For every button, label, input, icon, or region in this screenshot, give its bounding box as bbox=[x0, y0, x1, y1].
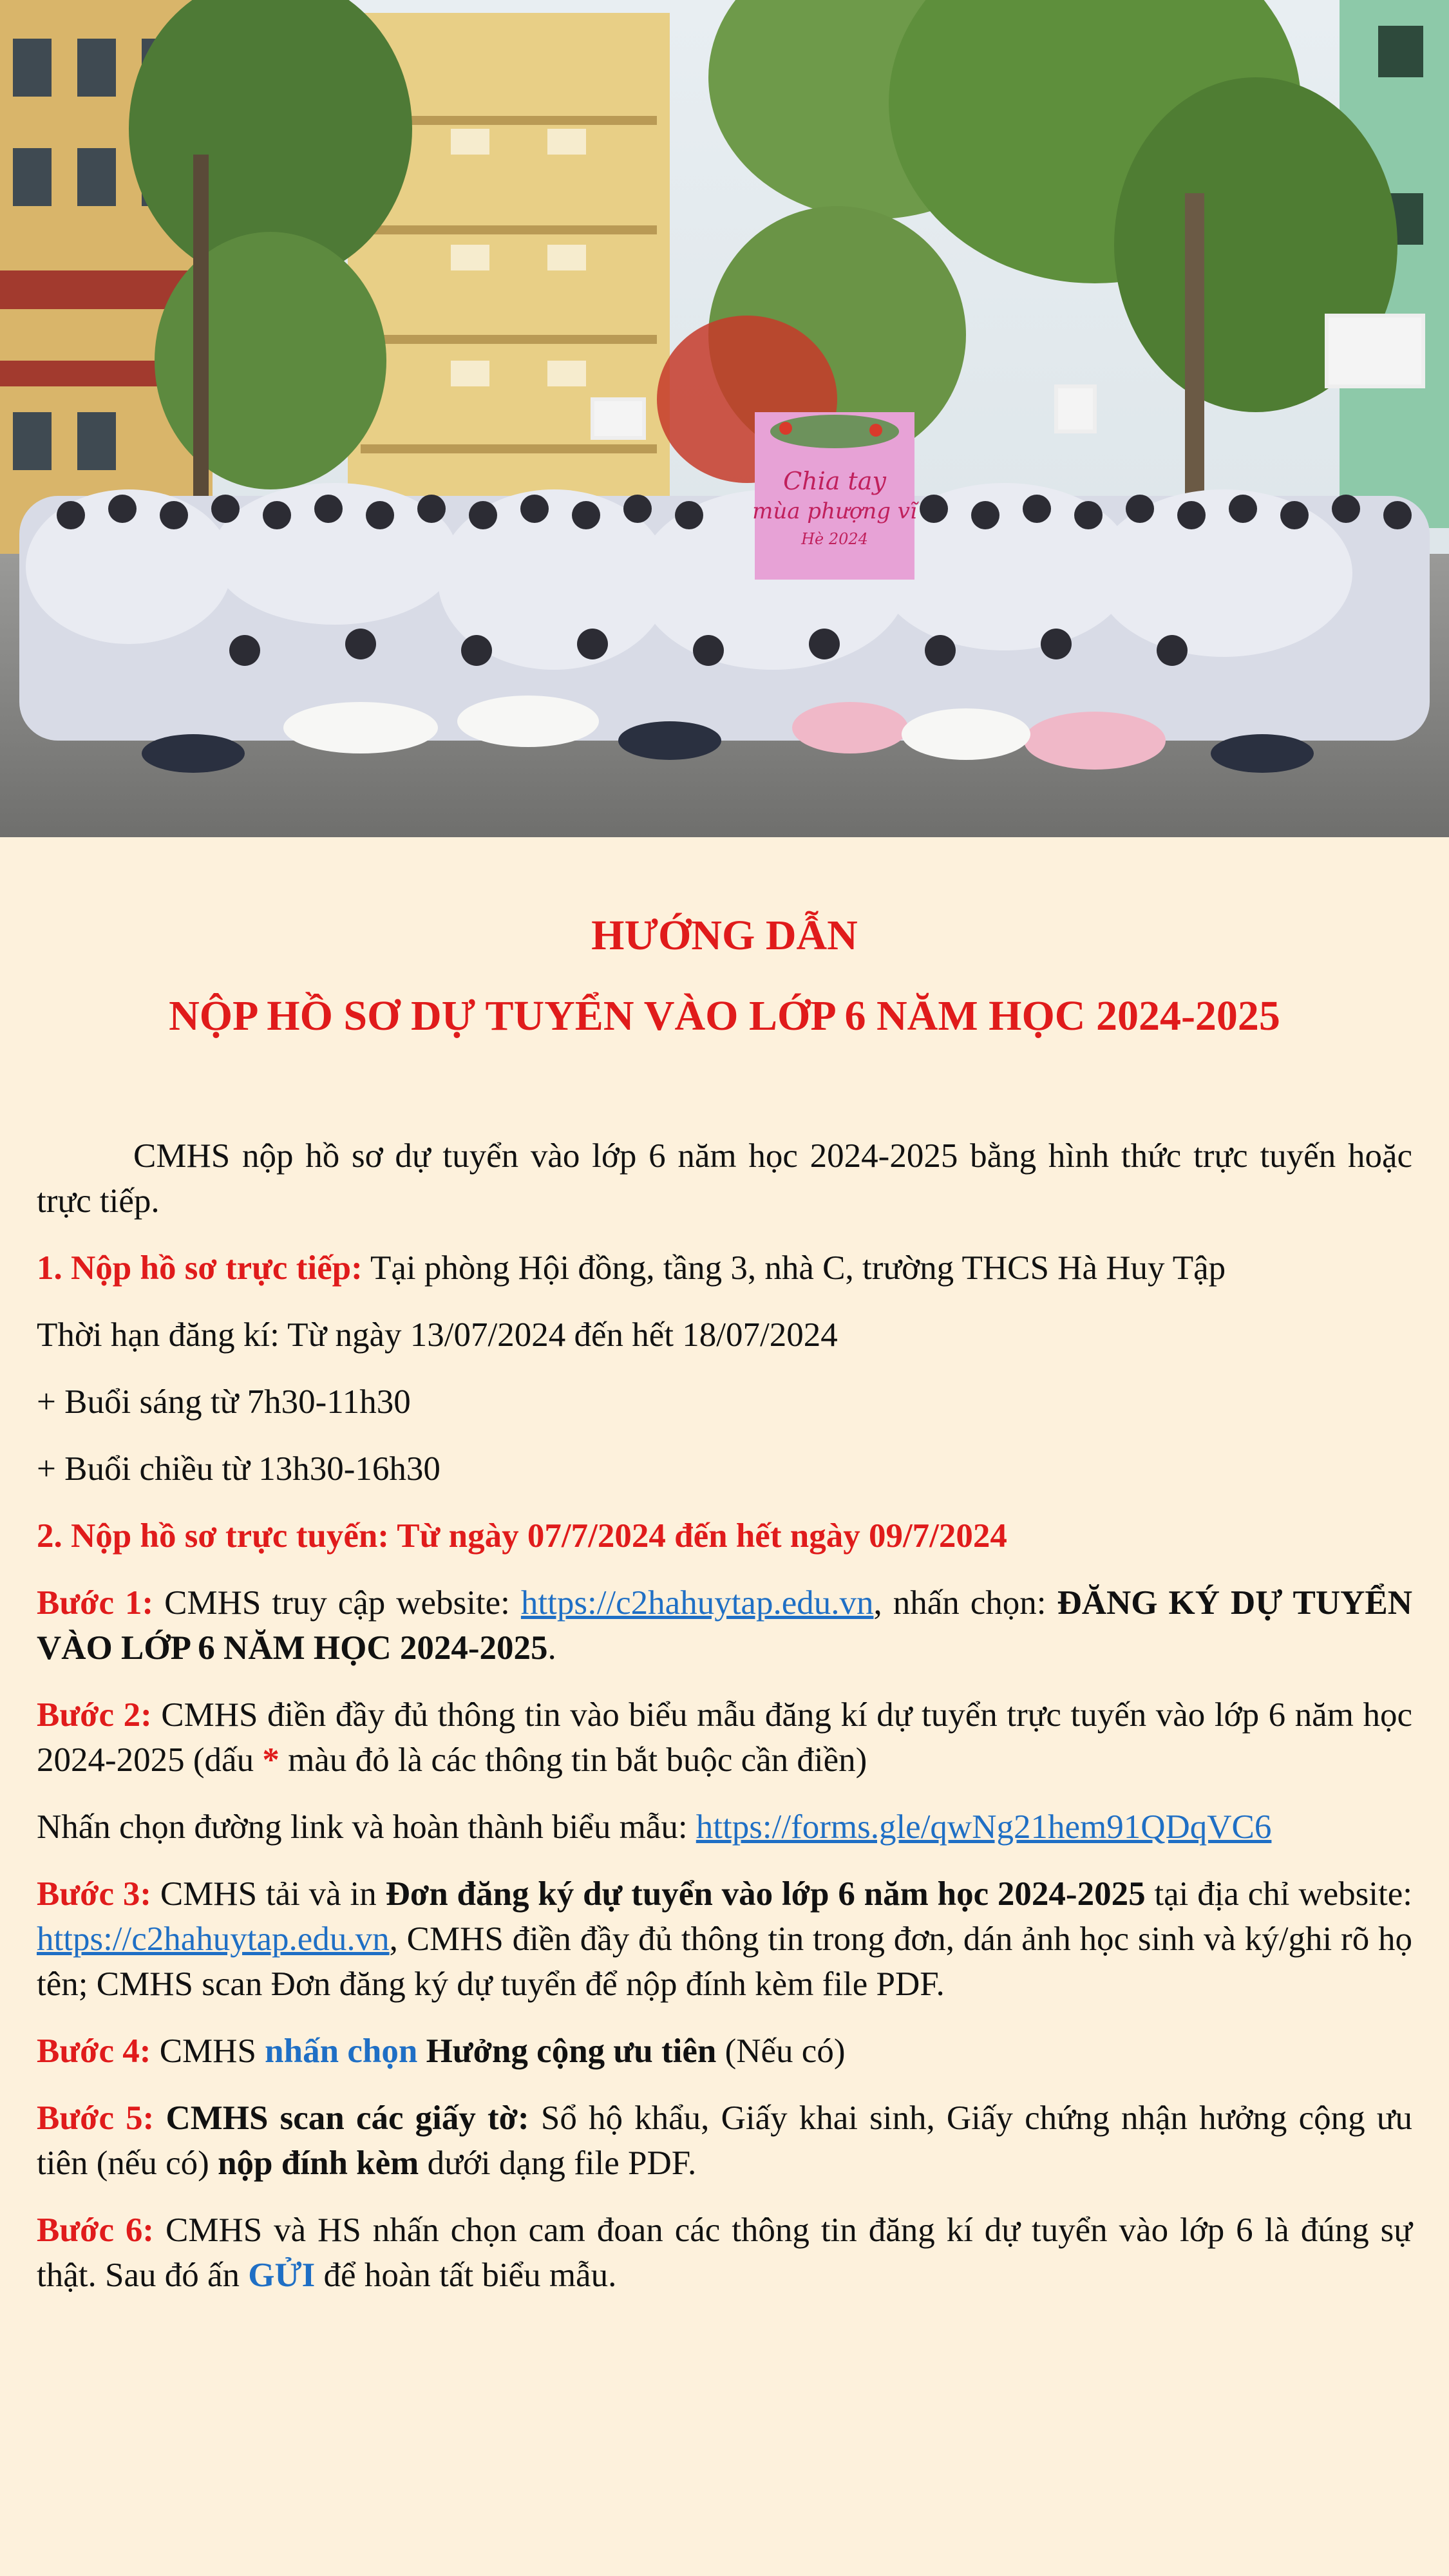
step-3-text-c: , CMHS điền đầy đủ thông tin trong đơn, dán ảnh học sinh và ký/ghi rõ họ tên; CMHS scan Đơn đăng ký dự tuyển để nộp đính kèm file PDF. bbox=[37, 1920, 1412, 2003]
header-photo bbox=[0, 0, 1449, 837]
section-1-deadline: Thời hạn đăng kí: Từ ngày 13/07/2024 đến hết 18/07/2024 bbox=[37, 1316, 838, 1354]
website-link-2[interactable]: https://c2hahuytap.edu.vn bbox=[37, 1920, 390, 1958]
step-2-text: CMHS điền đầy đủ thông tin vào biểu mẫu đăng kí dự tuyển trực tuyến vào lớp 6 năm học 2024-2025 (dấu bbox=[37, 1696, 1412, 1779]
step-2 bbox=[37, 1692, 1412, 1783]
heading-line-1: HƯỚNG DẪN bbox=[591, 912, 858, 959]
step-4-label: Bước 4: bbox=[37, 2032, 151, 2070]
step-4-blue: nhấn chọn bbox=[265, 2032, 418, 2070]
step-1 bbox=[37, 1580, 1412, 1671]
banner-line-2: mùa phượng vĩ bbox=[752, 498, 917, 524]
step-4-bold: Hưởng cộng ưu tiên bbox=[417, 2032, 717, 2070]
step-3-bold: Đơn đăng ký dự tuyển vào lớp 6 năm học 2024-2025 bbox=[385, 1875, 1146, 1913]
step-2-link-text: Nhấn chọn đường link và hoàn thành biểu mẫu: bbox=[37, 1808, 696, 1846]
step-1-end: . bbox=[547, 1629, 556, 1667]
student-crowd bbox=[19, 483, 1430, 773]
step-6-blue: GỬI bbox=[248, 2257, 316, 2294]
step-3-label: Bước 3: bbox=[37, 1875, 151, 1913]
instructions-body bbox=[37, 1133, 1412, 2320]
step-5-text-b: dưới dạng file PDF. bbox=[419, 2145, 697, 2182]
step-6 bbox=[37, 2208, 1412, 2298]
step-2-link-line bbox=[37, 1804, 1412, 1850]
step-5 bbox=[37, 2096, 1412, 2186]
step-3-text: CMHS tải và in bbox=[151, 1875, 386, 1913]
step-5-bold-b: nộp đính kèm bbox=[218, 2145, 419, 2182]
required-star: * bbox=[262, 1741, 279, 1779]
step-6-text: CMHS và HS nhấn chọn cam đoan các thông tin đăng kí dự tuyển vào lớp 6 là đúng sự thật. Sau đó ấn bbox=[37, 2211, 1412, 2294]
step-1-bold: ĐĂNG KÝ DỰ TUYỂN VÀO LỚP 6 NĂM HỌC 2024-2025 bbox=[37, 1584, 1412, 1667]
step-1-label: Bước 1: bbox=[37, 1584, 154, 1622]
step-5-label: Bước 5: bbox=[37, 2099, 155, 2137]
step-6-text-b: để hoàn tất biểu mẫu. bbox=[315, 2257, 617, 2294]
step-6-label: Bước 6: bbox=[37, 2211, 155, 2249]
section-2-label: 2. Nộp hồ sơ trực tuyến: Từ ngày 07/7/2024 đến hết ngày 09/7/2024 bbox=[37, 1517, 1007, 1555]
section-1-afternoon: + Buổi chiều từ 13h30-16h30 bbox=[37, 1450, 440, 1488]
step-1-text-b: , nhấn chọn: bbox=[873, 1584, 1057, 1622]
form-link[interactable]: https://forms.gle/qwNg21hem91QDqVC6 bbox=[696, 1808, 1272, 1846]
step-1-text: CMHS truy cập website: bbox=[153, 1584, 521, 1622]
section-1-text: Tại phòng Hội đồng, tầng 3, nhà C, trường THCS Hà Huy Tập bbox=[362, 1249, 1226, 1287]
step-4-text-b: (Nếu có) bbox=[716, 2032, 846, 2070]
step-5-text: Sổ hộ khẩu, Giấy khai sinh, Giấy chứng nhận hưởng cộng ưu tiên (nếu có) bbox=[37, 2099, 1412, 2182]
section-1 bbox=[37, 1245, 1412, 1291]
step-3 bbox=[37, 1871, 1412, 2007]
website-link[interactable]: https://c2hahuytap.edu.vn bbox=[520, 1584, 874, 1622]
banner-line-1: Chia tay bbox=[783, 467, 886, 495]
banner-line-3: Hè 2024 bbox=[801, 530, 868, 548]
step-2-text-b: màu đỏ là các thông tin bắt buộc cần điền) bbox=[279, 1741, 867, 1779]
step-4-text: CMHS bbox=[151, 2032, 265, 2070]
step-5-bold-a: CMHS scan các giấy tờ: bbox=[154, 2099, 529, 2137]
step-4 bbox=[37, 2029, 1412, 2074]
farewell-banner bbox=[752, 412, 919, 580]
step-2-label: Bước 2: bbox=[37, 1696, 152, 1734]
section-1-label: 1. Nộp hồ sơ trực tiếp: bbox=[37, 1249, 363, 1287]
step-3-text-b: tại địa chỉ website: bbox=[1145, 1875, 1412, 1913]
section-1-morning: + Buổi sáng từ 7h30-11h30 bbox=[37, 1383, 411, 1421]
heading-line-2: NỘP HỒ SƠ DỰ TUYỂN VÀO LỚP 6 NĂM HỌC 2024-2025 bbox=[169, 992, 1280, 1039]
intro-paragraph: CMHS nộp hồ sơ dự tuyển vào lớp 6 năm học 2024-2025 bằng hình thức trực tuyến hoặc trực tiếp. bbox=[37, 1137, 1412, 1220]
